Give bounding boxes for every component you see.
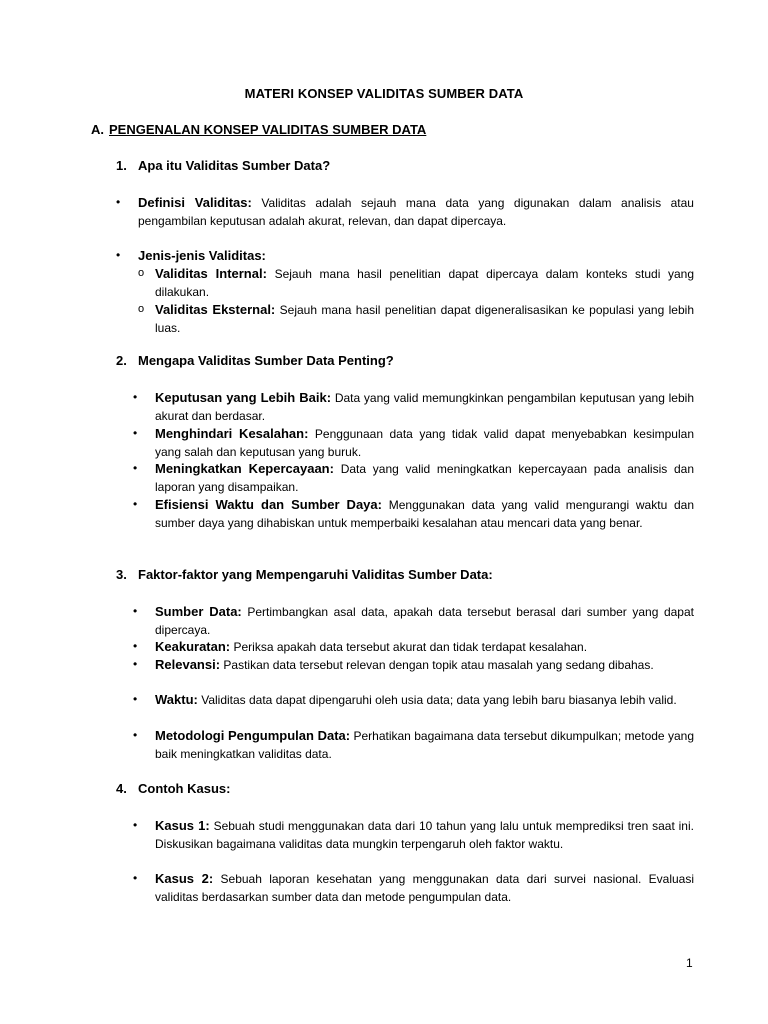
list-item: [133, 460, 694, 496]
question-text: Apa itu Validitas Sumber Data?: [138, 158, 331, 173]
item-label: Validitas Eksternal:: [155, 302, 276, 317]
item-label: Meningkatkan Kepercayaan:: [155, 461, 334, 476]
bullet-icon: •: [133, 497, 138, 511]
page-number: 1: [686, 956, 693, 970]
list-item: [133, 656, 694, 675]
question-number: 2.: [116, 353, 127, 368]
item-text: Validitas adalah sejauh mana data yang digunakan dalam analisis atau pengambilan keputusan adalah akurat, relevan, dan dapat dipercaya.: [138, 196, 694, 228]
list-item: [133, 425, 694, 461]
item-text: Pastikan data tersebut relevan dengan topik atau masalah yang sedang dibahas.: [223, 658, 654, 672]
item-label: Jenis-jenis Validitas:: [138, 248, 266, 263]
section-title: PENGENALAN KONSEP VALIDITAS SUMBER DATA: [109, 122, 427, 137]
item-label: Menghindari Kesalahan:: [155, 426, 309, 441]
item-label: Waktu:: [155, 692, 198, 707]
item-text: Menggunakan data yang valid mengurangi waktu dan sumber daya yang dihabiskan untuk memperbaiki kesalahan atau mencari data yang benar.: [155, 498, 694, 530]
question-1-heading: [116, 158, 330, 173]
item-text: Data yang valid memungkinkan pengambilan keputusan yang lebih akurat dan berdasar.: [155, 391, 694, 423]
question-text: Contoh Kasus:: [138, 781, 231, 796]
list-item: [133, 870, 694, 906]
list-item: [133, 389, 694, 425]
item-label: Keputusan yang Lebih Baik:: [155, 390, 332, 405]
item-text: Sejauh mana hasil penelitian dapat digeneralisasikan ke populasi yang lebih luas.: [155, 303, 694, 335]
bullet-icon: •: [133, 390, 138, 404]
item-text: Pertimbangkan asal data, apakah data tersebut berasal dari sumber yang dapat dipercaya.: [155, 605, 694, 637]
sub-list-item: [138, 301, 694, 337]
list-item: [133, 817, 694, 853]
item-text: Validitas data dapat dipengaruhi oleh usia data; data yang lebih baru biasanya lebih valid.: [201, 693, 677, 707]
circle-bullet-icon: o: [138, 303, 145, 315]
bullet-icon: •: [133, 657, 138, 671]
item-label: Efisiensi Waktu dan Sumber Daya:: [155, 497, 382, 512]
question-3-heading: [116, 567, 493, 582]
bullet-icon: •: [133, 426, 138, 440]
item-text: Sebuah studi menggunakan data dari 10 tahun yang lalu untuk memprediksi tren saat ini. Diskusikan bagaimana validitas data mungkin terpengaruh oleh faktor waktu.: [155, 819, 694, 851]
item-text: Sebuah laporan kesehatan yang menggunakan data dari survei nasional. Evaluasi validitas berdasarkan sumber data dan metode pengumpulan data.: [155, 872, 694, 904]
question-number: 3.: [116, 567, 127, 582]
bullet-icon: •: [133, 604, 138, 618]
bullet-icon: •: [133, 871, 138, 885]
bullet-icon: •: [116, 195, 121, 209]
item-text: Penggunaan data yang tidak valid dapat menyebabkan kesimpulan yang salah dan keputusan yang buruk.: [155, 427, 694, 459]
question-text: Faktor-faktor yang Mempengaruhi Validitas Sumber Data:: [138, 567, 493, 582]
item-label: Kasus 1:: [155, 818, 210, 833]
item-label: Sumber Data:: [155, 604, 242, 619]
list-item: [133, 638, 694, 657]
document-title: MATERI KONSEP VALIDITAS SUMBER DATA: [244, 86, 524, 101]
item-text: Perhatikan bagaimana data tersebut dikumpulkan; metode yang baik meningkatkan validitas data.: [155, 729, 694, 761]
item-label: Kasus 2:: [155, 871, 214, 886]
question-4-heading: [116, 781, 230, 796]
item-label: Metodologi Pengumpulan Data:: [155, 728, 351, 743]
list-item: [133, 496, 694, 532]
sub-list-item: [138, 265, 694, 301]
item-label: Validitas Internal:: [155, 266, 267, 281]
question-2-heading: [116, 353, 394, 368]
circle-bullet-icon: o: [138, 267, 145, 279]
bullet-icon: •: [116, 248, 121, 262]
section-letter: A.: [91, 122, 104, 137]
item-label: Relevansi:: [155, 657, 221, 672]
item-text: Periksa apakah data tersebut akurat dan tidak terdapat kesalahan.: [233, 640, 588, 654]
bullet-icon: •: [133, 461, 138, 475]
bullet-icon: •: [133, 639, 138, 653]
bullet-icon: •: [133, 692, 138, 706]
list-item: [116, 247, 694, 266]
item-label: Definisi Validitas:: [138, 195, 252, 210]
list-item: [133, 727, 694, 763]
question-number: 4.: [116, 781, 127, 796]
item-label: Keakuratan:: [155, 639, 231, 654]
bullet-icon: •: [133, 818, 138, 832]
section-a-heading: [91, 122, 426, 137]
list-item: [133, 691, 694, 710]
question-number: 1.: [116, 158, 127, 173]
list-item: [116, 194, 694, 230]
list-item: [133, 603, 694, 639]
question-text: Mengapa Validitas Sumber Data Penting?: [138, 353, 394, 368]
item-text: Data yang valid meningkatkan kepercayaan pada analisis dan laporan yang disampaikan.: [155, 462, 694, 494]
bullet-icon: •: [133, 728, 138, 742]
item-text: Sejauh mana hasil penelitian dapat dipercaya dalam konteks studi yang dilakukan.: [155, 267, 694, 299]
